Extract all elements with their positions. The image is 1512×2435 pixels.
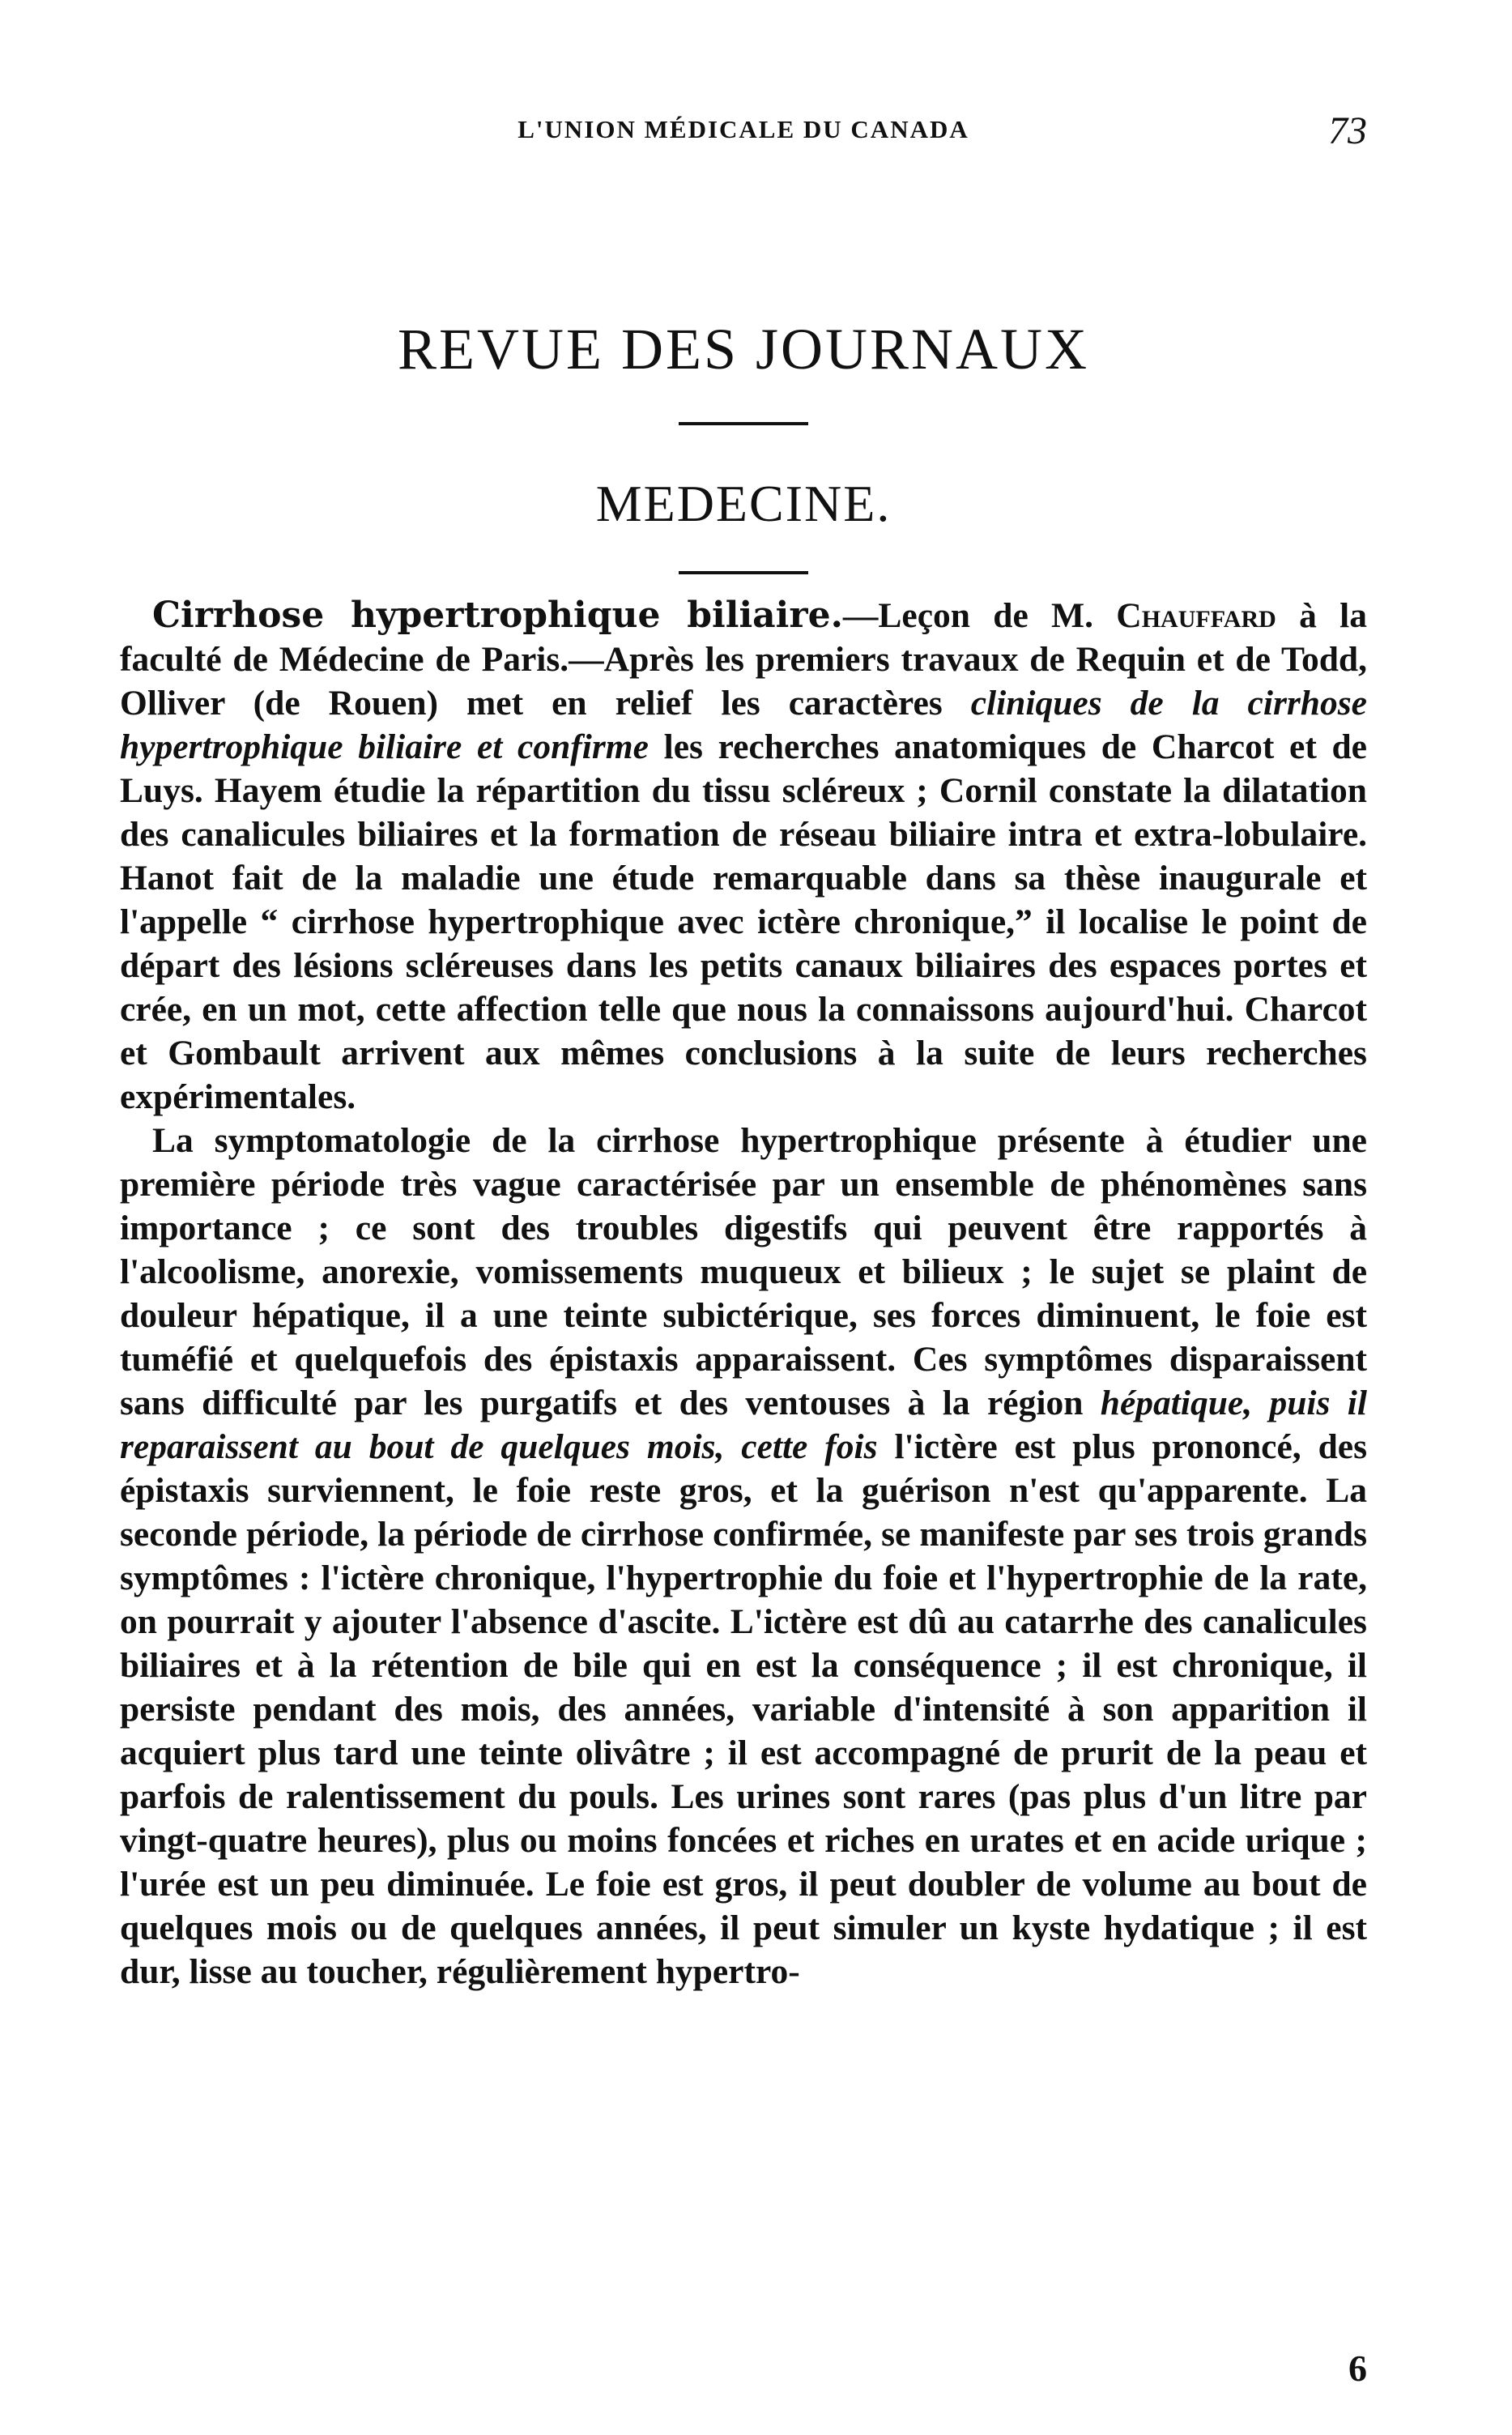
section-title: REVUE DES JOURNAUX xyxy=(397,317,1089,382)
article-headline: Cirrhose hypertrophique biliaire. xyxy=(152,595,843,636)
paragraph-text: l'ictère est plus prononcé, des épistaxis surviennent, le foie reste gros, et la guérison n'est qu'apparente. La seconde période, la période de cirrhose confirmée, se manifeste par ses trois grands symptômes : l'ictère chronique, l'hypertrophie du foie et l'hypertrophie de la rate, on pourrait y ajouter l'absence d'ascite. L'ictère est dû au catarrhe des canalicules biliaires et à la rétention de bile qui en est la conséquence ; il est chronique, il persiste pendant des mois, des années, variable d'intensité à son apparition il acquiert plus tard une teinte olivâtre ; il est accompagné de prurit de la peau et parfois de ralentissement du pouls. Les urines sont rares (pas plus d'un litre par vingt-quatre heures), plus ou moins foncées et riches en urates et en acide urique ; l'urée est un peu diminuée. Le foie est gros, il peut doubler de volume au bout de quelques mois ou de quelques années, il peut simuler un kyste hydatique ; il est dur, lisse au toucher, régulièrement hypertro- xyxy=(120,1427,1368,1991)
signature-mark: 6 xyxy=(1348,2348,1367,2389)
author-name: Chauffard xyxy=(1116,596,1276,635)
paragraph-text: les recherches anatomiques de Charcot et de Luys. Hayem étudie la répartition du tissu scléreux ; Cornil constate la dilatation des canalicules biliaires et la formation de réseau biliaire intra et extra-lobulaire. Hanot fait de la maladie une étude remarquable dans sa thèse inaugurale et l'appelle “ cirrhose hypertrophique avec ictère chronique,” il localise le point de départ des lésions scléreuses dans les petits canaux biliaires des espaces portes et crée, en un mot, cette affection telle que nous la connaissons aujourd'hui. Charcot et Gombault arrivent aux mêmes conclusions à la suite de leurs recherches expérimentales. xyxy=(120,727,1367,1116)
article-body xyxy=(120,594,1367,1994)
page-number: 73 xyxy=(1328,109,1367,152)
paragraph-text-italic: cliniques de la cirrhose hypertrophique biliaire et confirme xyxy=(120,684,1367,766)
paragraph-text: à la faculté de Médecine de Paris.—Après les premiers travaux de Requin et de Todd, Olliver (de Rouen) met en relief les caractères xyxy=(120,596,1367,723)
running-head xyxy=(120,105,1367,170)
paragraph-text: —Leçon de M. xyxy=(842,596,1117,635)
subsection-title: MEDECINE. xyxy=(595,475,892,532)
paragraph-text-italic: hépatique, puis il reparaissent au bout de quelques mois, cette fois xyxy=(120,1384,1367,1466)
paragraph xyxy=(120,1119,1367,1994)
divider-rule xyxy=(679,571,808,574)
divider-rule xyxy=(679,422,808,425)
journal-title: L'UNION MÉDICALE DU CANADA xyxy=(517,115,969,143)
page xyxy=(120,105,1367,2390)
paragraph-text: La symptomatologie de la cirrhose hypertrophique présente à étudier une première période très vague caractérisée par un ensemble de phénomènes sans importance ; ce sont des troubles digestifs qui peuvent être rapportés à l'alcoolisme, anorexie, vomissements muqueux et bilieux ; le sujet se plaint de douleur hépatique, il a une teinte subictérique, ses forces diminuent, le foie est tuméfié et quelquefois des épistaxis apparaissent. Ces symptômes disparaissent sans difficulté par les purgatifs et des ventouses à la région xyxy=(120,1121,1367,1422)
paragraph xyxy=(120,594,1367,1119)
